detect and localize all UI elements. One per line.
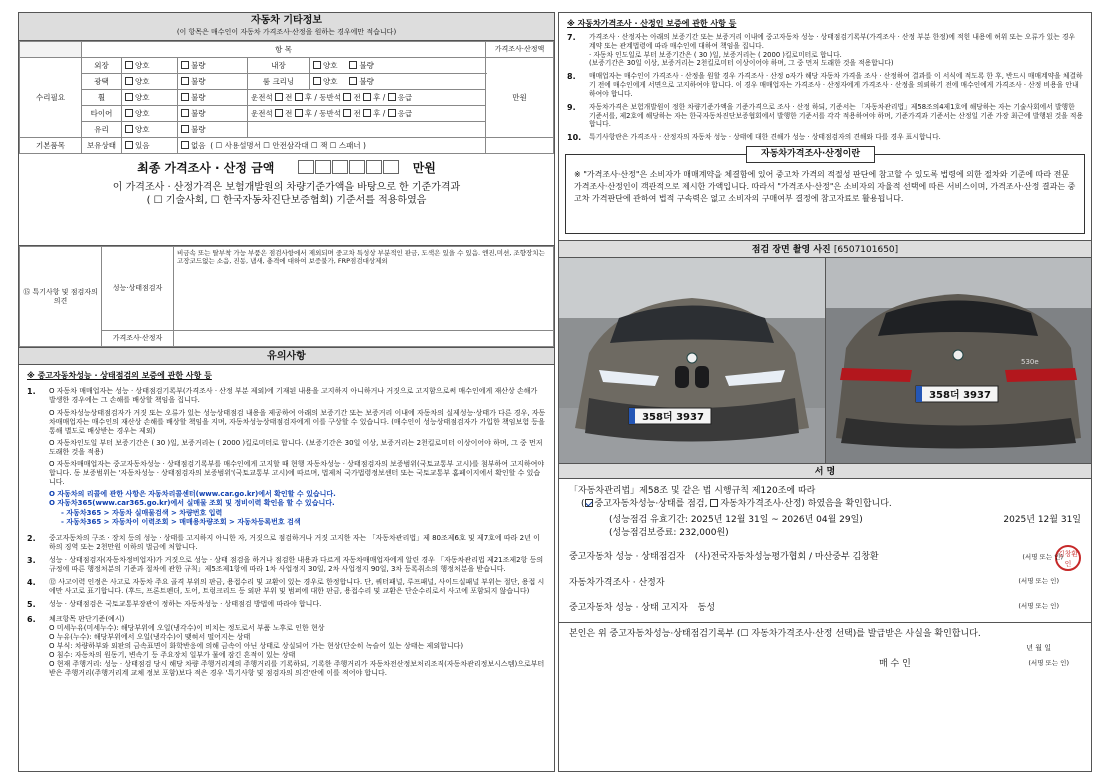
- front-plate: 358더 3937: [642, 411, 704, 423]
- checkbox[interactable]: [181, 109, 189, 117]
- checkbox[interactable]: [313, 61, 321, 69]
- inspector-label: 성능·상태점검자: [102, 247, 174, 331]
- checkbox[interactable]: [125, 125, 133, 133]
- right-heading: ※ 자동차가격조사 · 산정인 보증에 관한 사항 등: [567, 19, 737, 28]
- validity: (성능점검 유효기간: 2025년 12월 31일 ~ 2026년 04월 29일): [609, 514, 863, 525]
- checkbox[interactable]: [181, 61, 189, 69]
- rear-plate: 358더 3937: [929, 389, 991, 401]
- checkbox[interactable]: [388, 93, 396, 101]
- left-column: [18, 12, 555, 772]
- notes-heading: ※ 중고자동차성능 · 상태점검의 보증에 관한 사항 등: [27, 371, 212, 380]
- sig-law: 「자동차관리법」제58조 및 같은 법 시행규칙 제120조에 따라: [569, 485, 816, 496]
- price-info-title: 자동차가격조사·산정이란: [746, 146, 875, 163]
- note-text: - 자동차365 > 자동차이 이력조회 > 매매용차량조회 > 자동차등록번호 검색: [61, 517, 301, 526]
- note-text: 성능 · 상태점검은 국토교통부장관이 정하는 자동차성능 · 상태점검 방법에 따라야 합니다.: [49, 600, 322, 609]
- signature-header: 서 명: [559, 463, 1091, 479]
- note-text: (보증기간은 30일 이상, 보증거리는 2천킬로미터 이상이어야 하며, 그 중 먼저 도래한 것을 적용합니다): [589, 59, 894, 68]
- inspector-sign-label: 중고자동차 성능 · 상태점검자: [569, 551, 685, 562]
- note-text: ⑫ 사고이력 인정은 사고로 자동차 주요 골격 부위의 판금, 용접수리 및 교환이 있는 경우로 한정합니다. 단, 쿼터패널, 루프패널, 사이드실패널 부위는 절단, 용접 시에만 사고로 표기합니다. (후드, 프론트펜더, 도어, 트렁크리드 등 외판 부위 및 범퍼에 대한 판금, 용접수리 및 교환은 단순수리로서 사고에 포함되지 않습니다): [49, 578, 545, 596]
- item-header: 항 목: [82, 42, 486, 58]
- price-header: 가격조사·산정액: [486, 42, 554, 58]
- etc-title: 자동차 기타정보: [250, 15, 323, 26]
- final-price-section: [19, 154, 554, 246]
- checkbox[interactable]: [363, 93, 371, 101]
- price-info-box: [565, 148, 1085, 234]
- row-label: 룸 크리닝: [248, 74, 310, 90]
- note-text: 특기사항란은 가격조사 · 산정자의 자동차 성능 · 상태에 대한 견해가 성능 · 상태점검자의 견해와 다를 경우 표시합니다.: [589, 133, 941, 142]
- inspector-note: 비금속 또는 탈부착 가능 부품은 점검사항에서 제외되며 중고차 특성상 부분적인 판금, 도색은 있을 수 있음. 엔진,미션, 조향장치는 고장코드없는 소음, 진동, 냄새, 충격에 대하여 보증불가, FRP점검대상제외: [174, 247, 554, 331]
- buyer-line: 본인은 위 중고자동차성능·상태점검기록부 (☐ 자동차가격조사·산정 선택)를 발급받은 사실을 확인합니다.: [569, 628, 981, 639]
- etc-info-header: [19, 13, 554, 41]
- pricer-label: 가격조사·산정자: [102, 330, 174, 346]
- checkbox[interactable]: [125, 93, 133, 101]
- note-text: 자동차성능상태점검자가 거짓 또는 오류가 있는 성능상태점검 내용을 제공하여 아래의 보증기간 또는 보증거리 이내에 자동차의 실제성능·상태가 다른 경우, 자동차매매업자는 매수인의 재산상 손해를 배상할 책임을 지며, 자동차성능상태점검자에게 이를 구상할 수 있습니다. (매수인이 성능상태점검자가 가입한 책임보험 등을 통해 별도로 배상받는 경우는 제외): [49, 408, 546, 435]
- basic-item: 보유상태: [82, 138, 122, 154]
- photo-area: [559, 258, 1091, 463]
- right-column: ※ 자동차가격조사 · 산정인 보증에 관한 사항 등 7. 가격조사 · 산정자는 아래의 보증기간 또는 보증거리 이내에 중고자동차 성능 · 상태점검기록부(가격조사 · 산정 부분 한정)에 적힌 내용에 허위 또는 오류가 있는 경우 계약 또는 관계법령에 따라 매수인에 대하여 책임을 집니다. · 자동차 인도일로 부터 보증기간은 ( 30 )일, 보증거리는 ( 2000 )킬로미터로 합니다. (보증기간은 30일 이상, 보증거리는 2천킬로미터 이상이어야 하며, 그 중 먼저 도래한 것을 적용합니다) 8. 매매업자는 매수인이 가격조사 · 산정을 원할 경우 가격조사 · 산정 o자가 해당 자동차 가격을 조사 · 산정하여 결과를 이 서식에 적도록 한 후, 반드시 매매계약을 체결하기 전에 매수인에게 서면으로 고지하여야 합니다. 이 경우 매매업자는 가격조사 · 산정자에게 가격조사 · 산정을 의뢰하기 전에 매수인에게 가격조사 · 산정 비용을 안내하여야 합니다. 9. 자동차가격은 보험개발원이 정한 차량기준가액을 기준가격으로 조사 · 산정 하되, 기준서는 「자동차관리법」제58조의4제1호에 해당하는 자는 기술사회에서 발행한 기준서를, 제2호에 해당하는 자는 한국자동차진단보증협회에서 발행한 기준서를 각각 적용하여야 하며, 기준가격과 기준서는 산정일 기준 가장 최근에 발행된 것을 적용합니다. 10. 특기사항란은 가격조사 · 산정자의 자동차 성능 · 상태에 대한 견해가 성능 · 상태점검자의 견해와 다를 경우 표시합니다. 자동차가격조사·산정이란 ※ "가격조사·산정"은 소비자가 매매계약을 체결함에 있어 중고차 가격의 적절성 판단에 참고할 수 있도록 법령에 의한 절차와 기준에 따라 전문 가격조사·산정인이 객관적으로 제시한 가액입니다. 따라서 "가격조사·산정"은 소비자의 자율적 선택에 따른 서비스이며, 가격조사·산정 결과는 중고차 가격판단에 관하여 법적 구속력은 없고 소비자의 구매여부 결정에 참고자료로 활용됩니다. 점검 장면 촬영 사진 [6507101650] 358더 3937 530e 358더 3937 서 명 「자동차관리법」제58조 및 같은 법 시행규칙 제120조에 따라 ( 중고자동차성능·상태를 점검, 자동차가격조사·산정) 하였음을 확인합니다. (성능점검 유효기간: 2025년 12월 31일 ~ 2026년 04월 29일) 2025년 12월 31일 (성능점검보증료: 232,000원) 중고자동차 성능 · 상태점검자 (사)전국자동차성능평가협회 / 마산중부 김창환 (서명 또는 인) 김창환인 자동차가격조사 · 산정자 (서명 또는 인) 중고자동차 성능 · 상태 고지자 동성 (서명 또는 인) 본인은 위 중고자동차성능·상태점검기록부 (☐ 자동차가격조사·산정 선택)를 발급받은 사실을 확인합니다. 년 월 일 매 수 인 (서명 또는 인): [558, 12, 1092, 772]
- row-label: 광택: [82, 74, 122, 90]
- checkbox[interactable]: [181, 141, 189, 149]
- checkbox[interactable]: [181, 93, 189, 101]
- checkbox[interactable]: [295, 93, 303, 101]
- checkbox[interactable]: [363, 109, 371, 117]
- note-text: 자동차매매업자는 중고자동차성능 · 상태점검기록부를 매수인에게 고지할 때 현행 자동차성능 · 상태점검자의 보증범위(국토교통부 고시)를 첨부하여 고지하여야 합니다. 동 보증범위는 '자동차성능 · 상태점검자의 보증범위'(국토교통부 고시)에 따르며, 법제처 국가법령정보센터 또는 국토교통부 홈페이지에서 확인할 수 있습니다.: [49, 460, 545, 487]
- signature-body: 「자동차관리법」제58조 및 같은 법 시행규칙 제120조에 따라 ( 중고자동차성능·상태를 점검, 자동차가격조사·산정) 하였음을 확인합니다. (성능점검 유효기간: 2025년 12월 31일 ~ 2026년 04월 29일) 2025년 12월 31일 (성능점검보증료: 232,000원) 중고자동차 성능 · 상태점검자 (사)전국자동차성능평가협회 / 마산중부 김창환 (서명 또는 인) 김창환인 자동차가격조사 · 산정자 (서명 또는 인) 중고자동차 성능 · 상태 고지자 동성 (서명 또는 인): [559, 479, 1091, 622]
- note-text: 중고자동차의 구조 · 장치 등의 성능 · 상태를 고지하지 아니한 자, 거짓으로 점검하거나 거짓 고지한 자는 「자동차관리법」제 80조제6호 및 제7호에 따라 2년 이하의 징역 또는 2천만원 이하의 벌금에 처합니다.: [49, 533, 540, 551]
- model-badge: 530e: [1021, 357, 1039, 366]
- fee: (성능점검보증료: 232,000원): [609, 528, 729, 539]
- checked-checkbox[interactable]: [585, 499, 593, 507]
- row-label: 휠: [82, 90, 122, 106]
- note-text: 성능 · 상태점검자(자동차정비업자)가 거짓으로 성능 · 상태 점검을 하거나 점검한 내용과 다르게 자동차매매업자에게 알린 경우 「자동차관리법 제21조제2항 등의 규정에 따른 행정처분의 기준과 절차에 관한 규칙」제5조제1항에 따라 1차 사업정지 30일, 2차 사업정지 90일, 3차 등록취소의 행정처분을 받습니다.: [49, 555, 544, 573]
- final-line-1: 이 가격조사 · 산정가격은 보험개발원의 차량기준가액을 바탕으로 한 기준가격과: [112, 182, 461, 193]
- checkbox[interactable]: [181, 125, 189, 133]
- price-unit: 만원: [486, 58, 554, 138]
- row-label: 내장: [248, 58, 310, 74]
- car365-link[interactable]: 자동차365(www.car365.go.kr)에서 실매물 조회 및 정비이력 확인을 할 수 있습니다.: [57, 499, 335, 508]
- checkbox[interactable]: [125, 141, 133, 149]
- sign-or-seal: (서명 또는 인): [1028, 658, 1069, 667]
- row-label: 유리: [82, 122, 122, 138]
- checkbox[interactable]: [275, 109, 283, 117]
- checkbox[interactable]: [125, 77, 133, 85]
- etc-subtitle: (이 항목은 매수인이 자동차 가격조사·산정을 원하는 경우에만 적습니다): [176, 27, 397, 36]
- checkbox[interactable]: [125, 61, 133, 69]
- price-info-text: ※ "가격조사·산정"은 소비자가 매매계약을 체결함에 있어 중고차 가격의 적절성 판단에 참고할 수 있도록 법령에 의한 절차와 기준에 따라 전문 가격조사·산정인이 객관적으로 제시한 가액입니다. 따라서 "가격조사·산정"은 소비자의 자율적 선택에 따른 서비스이며, 가격조사·산정 결과는 중고차 가격판단에 관하여 법적 구속력은 없고 소비자의 구매여부 결정에 참고자료로 활용됩니다.: [574, 169, 1076, 203]
- basic-list: ( ☐ 사용설명서 ☐ 안전삼각대 ☐ 잭 ☐ 스패너 ): [210, 140, 366, 150]
- note-text: 자동차가격은 보험개발원이 정한 차량기준가액을 기준가격으로 조사 · 산정 하되, 기준서는 「자동차관리법」제58조의4제1호에 해당하는 자는 기술사회에서 발행한 기준서를, 제2호에 해당하는 자는 한국자동차진단보증협회에서 발행한 기준서를 각각 적용하여야 하며, 기준가격과 기준서는 산정일 기준 가장 최근에 발행된 것을 적용합니다.: [589, 102, 1084, 129]
- basic-label: 기본품목: [20, 138, 82, 154]
- checkbox[interactable]: [295, 109, 303, 117]
- note-text: - 자동차365 > 자동차 실매물검색 > 차량번호 입력: [61, 508, 223, 517]
- final-line-2: ( ☐ 기술사회, ☐ 한국자동차진단보증협회) 기준서를 적용하였음: [146, 194, 427, 206]
- note-text: 매매업자는 매수인이 가격조사 · 산정을 원할 경우 가격조사 · 산정 o자가 해당 자동차 가격을 조사 · 산정하여 결과를 이 서식에 적도록 한 후, 반드시 매매계약을 체결하기 전에 매수인에게 서면으로 고지하여야 합니다. 이 경우 매매업자는 가격조사 · 산정자에게 가격조사 · 산정을 의뢰하기 전에 매수인에게 가격조사 · 산정 비용을 안내하여야 합니다.: [589, 72, 1083, 98]
- sig-date: 2025년 12월 31일: [1003, 514, 1081, 525]
- checkbox[interactable]: [349, 61, 357, 69]
- front-photo: [559, 258, 825, 463]
- etc-table: 항 목 가격조사·산정액 수리필요 외장 양호 불량 내장 양호 불량 만원 광택 양호 불량 룸 크리닝 양호 불량 휠 양호 불량 운전석 전 후 / 동반석 전 후 / 응급 타이어 양호 불량 운전석 전 후 / 동반석 전 후 / 응급 유리 양호 불량 기본품목 보유상태 있음 없음 ( ☐ 사용설명서 ☐ 안전삼각대 ☐ 잭 ☐ 스패너 ): [19, 41, 554, 154]
- note-text: 체크항목 판단기준(예시): [49, 614, 125, 623]
- checkbox[interactable]: [343, 93, 351, 101]
- pricer-sign-label: 자동차가격조사 · 산정자: [569, 577, 665, 588]
- buyer-ymd: 년 월 일: [1026, 643, 1051, 652]
- sign-or-seal: (서명 또는 인): [1022, 552, 1063, 561]
- sign-or-seal: (서명 또는 인): [1018, 576, 1059, 585]
- notifier-name: 동성: [697, 603, 716, 614]
- photo-header: 점검 장면 촬영 사진 [6507101650]: [559, 240, 1091, 258]
- row-label: 타이어: [82, 106, 122, 122]
- notes-header: 유의사항: [19, 347, 554, 365]
- checkbox[interactable]: [349, 77, 357, 85]
- buyer-label: 매 수 인: [879, 658, 911, 669]
- note-text: 자동차인도일 부터 보증기간은 ( 30 )일, 보증거리는 ( 2000 )킬로미터로 합니다. (보증기간은 30일 이상, 보증거리는 2천킬로미터 이상이어야 하며, 그 중 먼저 도래한 것을 적용): [49, 438, 543, 456]
- checkbox[interactable]: [275, 93, 283, 101]
- sign-or-seal: (서명 또는 인): [1018, 602, 1059, 611]
- checkbox[interactable]: [388, 109, 396, 117]
- recall-link[interactable]: 자동차의 리콜에 관한 사항은 자동차리콜센터(www.car.go.kr)에서 확인할 수 있습니다.: [57, 490, 336, 499]
- note-text: 자동차 매매업자는 성능 · 상태점검기록부(가격조사 · 산정 부분 제외)에 기재된 내용을 고지하지 아니하거나 거짓으로 고지함으로써 매수인에게 재산상 손해가 발생한 경우에는 그 손해를 배상할 책임을 집니다.: [49, 387, 538, 405]
- final-price-title: 최종 가격조사 · 산정 금액 만원: [137, 161, 436, 175]
- special-notes-table: [19, 246, 554, 347]
- note-text: 가격조사 · 산정자는 아래의 보증기간 또는 보증거리 이내에 중고자동차 성능 · 상태점검기록부(가격조사 · 산정 부분 한정)에 적힌 내용에 허위 또는 오류가 있는 경우 계약 또는 관계법령에 따라 매수인에 대하여 책임을 집니다.: [589, 33, 1076, 50]
- inspector-name: (사)전국자동차성능평가협회 / 마산중부 김창환: [694, 551, 879, 562]
- checkbox[interactable]: [125, 109, 133, 117]
- checkbox[interactable]: [343, 109, 351, 117]
- red-seal-icon: 김창환인: [1055, 545, 1081, 571]
- checkbox[interactable]: [710, 499, 718, 507]
- special-label: ⑮ 특기사항 및 점검자의 의견: [20, 247, 102, 347]
- rear-photo: [826, 258, 1091, 463]
- note-text: · 자동차 인도일로 부터 보증기간은 ( 30 )일, 보증거리는 ( 2000 )킬로미터로 합니다.: [589, 50, 842, 59]
- checkbox[interactable]: [181, 77, 189, 85]
- repair-label: 수리필요: [20, 58, 82, 138]
- buyer-section: [559, 622, 1091, 676]
- notifier-sign-label: 중고자동차 성능 · 상태 고지자: [569, 603, 688, 614]
- notes-body: ※ 중고자동차성능 · 상태점검의 보증에 관한 사항 등 1. O 자동차 매매업자는 성능 · 상태점검기록부(가격조사 · 산정 부분 제외)에 기재된 내용을 고지하지 아니하거나 거짓으로 고지함으로써 매수인에게 재산상 손해가 발생한 경우에는 그 손해를 배상할 책임을 집니다. O 자동차성능상태점검자가 거짓 또는 오류가 있는 성능상태점검 내용을 제공하여 아래의 보증기간 또는 보증거리 이내에 자동차의 실제성능·상태가 다른 경우, 자동차매매업자는 매수인의 재산상 손해를 배상할 책임을 지며, 자동차성능상태점검자에게 이를 구상할 수 있습니다. (매수인이 성능상태점검자가 가입한 책임보험 등을 통해 별도로 배상받는 경우는 제외) O 자동차인도일 부터 보증기간은 ( 30 )일, 보증거리는 ( 2000 )킬로미터로 합니다. (보증기간은 30일 이상, 보증거리는 2천킬로미터 이상이어야 하며, 그 중 먼저 도래한 것을 적용) O 자동차매매업자는 중고자동차성능 · 상태점검기록부를 매수인에게 고지할 때 현행 자동차성능 · 상태점검자의 보증범위(국토교통부 고시)를 첨부하여 고지하여야 합니다. 동 보증범위는 '자동차성능 · 상태점검자의 보증범위'(국토교통부 고시)에 따르며, 법제처 국가법령정보센터 또는 국토교통부 홈페이지에서 확인할 수 있습니다. O 자동차의 리콜에 관한 사항은 자동차리콜센터(www.car.go.kr)에서 확인할 수 있습니다. O 자동차365(www.car365.go.kr)에서 실매물 조회 및 정비이력 확인을 할 수 있습니다. - 자동차365 > 자동차 실매물검색 > 차량번호 입력 - 자동차365 > 자동차이 이력조회 > 매매용차량조회 > 자동차등록번호 검색 2. 중고자동차의 구조 · 장치 등의 성능 · 상태를 고지하지 아니한 자, 거짓으로 점검하거나 거짓 고지한 자는 「자동차관리법」제 80조제6호 및 제7호에 따라 2년 이하의 징역 또는 2천만원 이하의 벌금에 처합니다. 3. 성능 · 상태점검자(자동차정비업자)가 거짓으로 성능 · 상태 점검을 하거나 점검한 내용과 다르게 자동차매매업자에게 알린 경우 「자동차관리법 제21조제2항 등의 규정에 따른 행정처분의 기준과 절차에 관한 규칙」제5조제1항에 따라 1차 사업정지 30일, 2차 사업정지 90일, 3차 등록취소의 행정처분을 받습니다. 4. ⑫ 사고이력 인정은 사고로 자동차 주요 골격 부위의 판금, 용접수리 및 교환이 있는 경우로 한정합니다. 단, 쿼터패널, 루프패널, 사이드실패널 부위는 절단, 용접 시에만 사고로 표기합니다. (후드, 프론트펜더, 도어, 트렁크리드 등 외판 부위 및 범퍼에 대한 판금, 용접수리 및 교환은 단순수리로서 사고에 포함되지 않습니다) 5. 성능 · 상태점검은 국토교통부장관이 정하는 자동차성능 · 상태점검 방법에 따라야 합니다. 6. 체크항목 판단기준(예시) O 미세누유(미세누수): 해당부위에 오일(냉각수)이 비치는 정도로서 부품 노후로 인한 현상 O 누유(누수): 해당부위에서 오일(냉각수)이 맺혀서 떨어지는 상태 O 부식: 차량하부와 외판의 금속표면이 화학반응에 의해 금속이 아닌 상태로 상실되어 가는 현상(단순히 녹슬어 있는 상태는 제외합니다) O 침수: 자동차의 원동기, 변속기 등 주요장치 일부가 물에 잠긴 흔적이 있는 상태 O 현재 주행거리: 성능 · 상태점검 당시 해당 차량 주행거리계의 주행거리를 기록하되, 기록한 주행거리가 자동차전산정보처리조직(자동차관리정보시스템)으로부터 받은 주행거리(주행거리계 교체 정보 포함)보다 적은 경우 '특기사항 및 점검자의 의견'란에 이를 적어야 합니다.: [27, 371, 546, 678]
- row-label: 외장: [82, 58, 122, 74]
- checkbox[interactable]: [313, 77, 321, 85]
